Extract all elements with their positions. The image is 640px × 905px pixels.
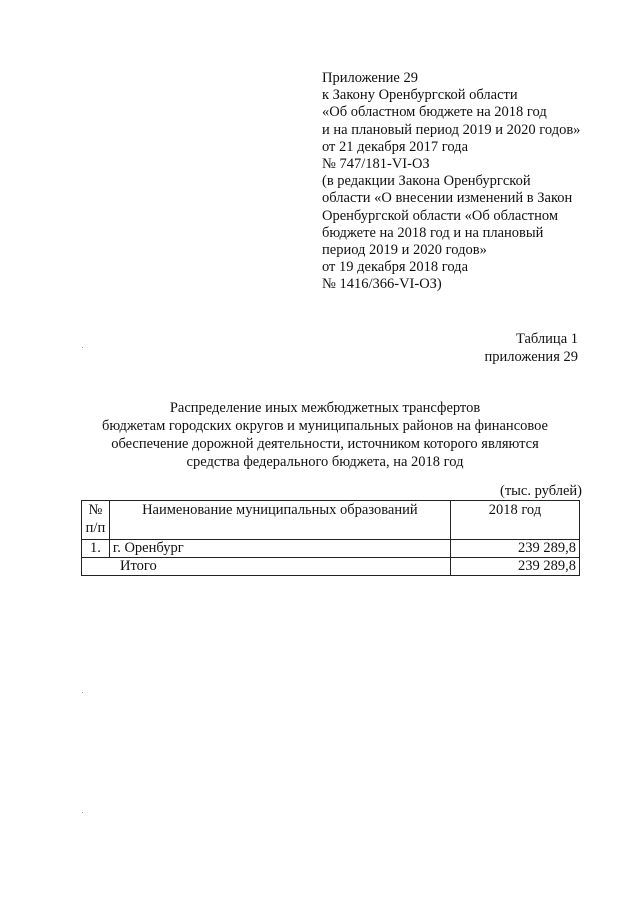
table-row — [82, 540, 580, 558]
appendix-line: и на плановый период 2019 и 2020 годов» — [322, 121, 581, 138]
row-number: 1. — [82, 540, 110, 558]
header-number-line2: п/п — [85, 520, 106, 536]
header-year: 2018 год — [450, 501, 579, 540]
header-municipality: Наименование муниципальных образований — [109, 501, 450, 540]
table-header-row — [82, 501, 580, 540]
appendix-line: к Закону Оренбургской области — [322, 87, 518, 104]
appendix-line: период 2019 и 2020 годов» — [322, 242, 487, 259]
transfers-table — [81, 500, 580, 576]
appendix-line: от 21 декабря 2017 года — [322, 138, 468, 155]
appendix-line: № 747/181-VI-ОЗ — [322, 156, 430, 173]
title-line: обеспечение дорожной деятельности, источником которого являются — [111, 436, 539, 452]
table-total-row — [82, 558, 580, 576]
appendix-line: «Об областном бюджете на 2018 год — [322, 104, 547, 121]
scan-mark — [82, 812, 83, 813]
appendix-line: от 19 декабря 2018 года — [322, 259, 468, 276]
table-reference — [485, 330, 578, 366]
row-municipality: г. Оренбург — [109, 540, 450, 558]
total-amount: 239 289,8 — [450, 558, 579, 576]
appendix-line: Приложение 29 — [322, 70, 418, 86]
appendix-line: № 1416/366-VI-ОЗ) — [322, 276, 442, 293]
title-line: бюджетам городских округов и муниципальных районов на финансовое — [102, 418, 548, 434]
appendix-line: бюджете на 2018 год и на плановый — [322, 224, 544, 241]
appendix-header — [322, 70, 622, 294]
scan-mark — [82, 347, 83, 348]
appendix-line: (в редакции Закона Оренбургской — [322, 173, 531, 190]
title-line: Распределение иных межбюджетных трансфертов — [169, 400, 481, 416]
unit-note: (тыс. рублей) — [500, 483, 582, 499]
title-line: средства федерального бюджета, на 2018 год — [186, 454, 464, 470]
appendix-number: приложения 29 — [484, 349, 578, 365]
document-title — [80, 399, 570, 471]
appendix-line: Оренбургской области «Об областном — [322, 207, 559, 224]
scan-mark — [82, 692, 83, 693]
row-amount: 239 289,8 — [450, 540, 579, 558]
appendix-line: области «О внесении изменений в Закон — [322, 190, 573, 207]
table-number: Таблица 1 — [515, 331, 578, 347]
total-label: Итого — [82, 558, 451, 576]
header-number-line1: № — [88, 502, 103, 518]
header-number — [82, 501, 110, 540]
